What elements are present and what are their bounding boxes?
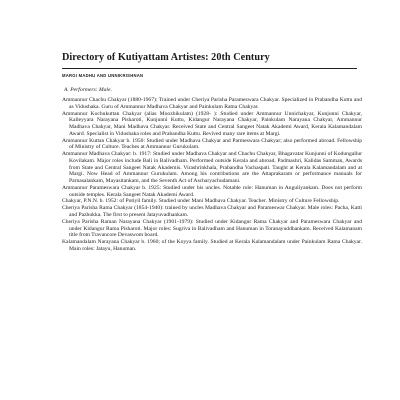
artist-entry: Ammannur Madhava Chakyar: b. 1917: Studied under Madhava Chakyar and Chachu Chakyar, Bhagavatar Kunjunni of Kodungallur Kovilakam. Major roles include Bali in Balivadham. Performed outside Kerala and abroad. Padmashri, Kalidas Samman, Awards from State and Central Sangeet Natak Akademis. Virashrinkhala, Prabandha Vachaspati. Taught at Kerala Kalamandalam and at Margi. Now Head of Ammannur Gurukulam. Among his contributions are the Attaprakaram or performance manuals for Parnasalankam, Mayasitankam, and the Seventh Act of Ascharyachudamani. [62,151,362,184]
title-divider [62,68,357,69]
artist-entry: Ammannur Kuttan Chakyar b. 1950: Studied under Madhava Chakyar and Parmeswara Chakyar; also performed abroad. Fellowship of Ministry of Culture. Teaches at Ammannur Gurukulam. [62,137,362,151]
section-heading: A. Performers: Male. [64,87,112,93]
artist-entry: Kalamandalam Narayana Chakyar b. 1960; of the Koyya family. Studied at Kerala Kalamandalam under Painkulam Rama Chakyar. Main roles: Jatayu, Hanuman. [62,239,362,252]
artist-entry: Cheriya Parisha Raman Narayana Chakyar (1901-1979): Studied under Kidangur Rama Chakyar and Parameswara Chakyar and under Kidangur Rama Pisharoti. Major roles: Sugriva in Balivadham and Hanuman in Toranayuddhankam. Received Kalamanam title from Travancore Devaswom board. [62,218,362,239]
artist-entry: Cheriya Parisha Rama Chakyar (1854-1940): trained by uncles Madhava Chakyar and Parameswar Chakyar. Male roles: Pacha, Katti and Pazhukka. The first to present Jatayuvadhankam. [62,205,362,219]
artist-entry: Ammannur Parameswara Chakyar b. 1925: Studied under his uncles. Notable role: Hanuman in Anguliyankam. Does not perform outside temples. Kerala Sangeet Natak Akademi Award. [62,184,362,198]
entry-list [62,97,362,253]
artist-entry: Ammannur Kochukuttan Chakyar (alias Moozhikulam) (1928- ): Studied under Ammannur Unnichakyar, Kunjunni Chakyar, Kalleyyara Narayana Pisharoti, Kunjunni Kuttu, Kidangur Narayana Chakyar, Painkulam Narayana Chakyar, Ammannur Madhava Chakyar, Mani Madhava Chakyar. Received State and Central Sangeet Natak Akademi Award, Kerala Kalamandalam Award. Specialist in Vidushaka roles and Prabandha Kuttu. Revived many rare items at Margi. [62,110,362,137]
artist-entry: Chakyar, P.N.N. b. 1952: of Potiyil family. Studied under Mani Madhava Chakyar. Teacher. Ministry of Culture Fellowship. [62,198,340,205]
authors-line: MARGI MADHU AND UNNIKRISHNAN [62,73,144,78]
artist-entry: Ammannur Chachu Chakyar (1880-1967): Trained under Cheriya Parisha Parameswara Chakyar. Specialized in Prabandha Kuttu and as Vidushaka. Guru of Ammannur Madhava Chakyar and Painkulam Rama Chakyar. [62,97,362,110]
document-body [62,52,362,253]
page-title: Directory of Kutiyattam Artistes: 20th Century [62,52,270,63]
